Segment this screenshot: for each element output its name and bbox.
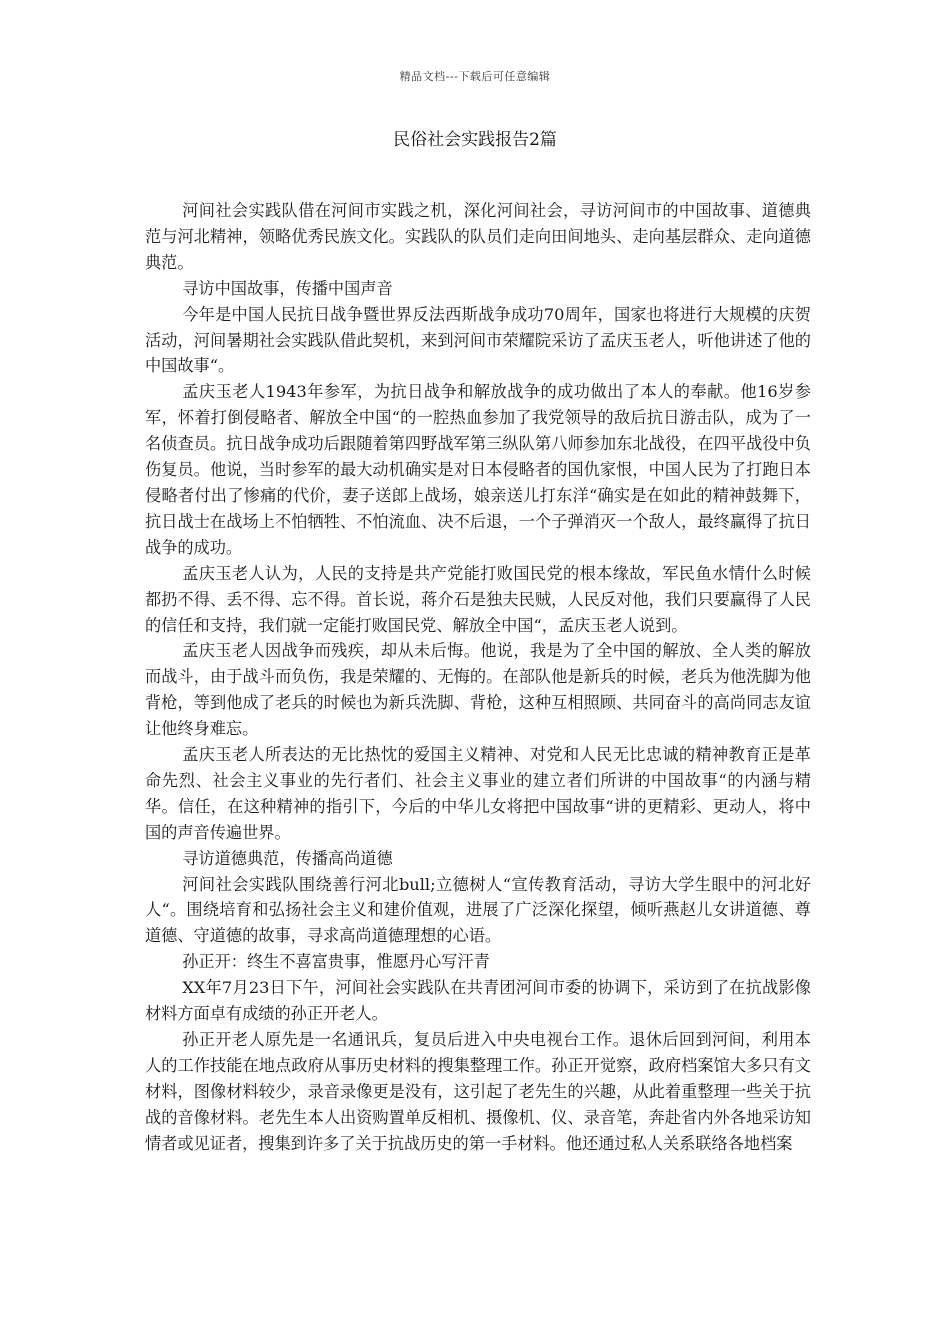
page-header: 精品文档---下载后可任意编辑 [399,70,551,83]
paragraph: 今年是中国人民抗日战争暨世界反法西斯战争成功70周年，国家也将进行大规模的庆贺活动，河间暑期社会实践队借此契机，来到河间市荣耀院采访了孟庆玉老人，听他讲述了他的中国故事“。 [145,304,811,376]
paragraph: 孟庆玉老人所表达的无比热忱的爱国主义精神、对党和人民无比忠诚的精神教育正是革命先烈、社会主义事业的先行者们、社会主义事业的建立者们所讲的中国故事“的内涵与精华。信任，在这种精神的指引下，今后的中华儿女将把中国故事“讲的更精彩、更动人，将中国的声音传遍世界。 [145,745,811,842]
section-heading-moral-models: 寻访道德典范，传播高尚道德 [182,848,393,868]
paragraph: 孙正开老人原先是一名通讯兵，复员后进入中央电视台工作。退休后回到河间，利用本人的工作技能在地点政府从事历史材料的搜集整理工作。孙正开觉察，政府档案馆大多只有文材料，图像材料较少，录音录像更是没有，这引起了老先生的兴趣，从此着重整理一些关于抗战的音像材料。老先生本人出资购置单反相机、摄像机、仪、录音笔，奔赴省内外各地采访知情者或见证者，搜集到许多了关于抗战历史的第一手材料。他还通过私人关系联络各地档案 [145,1030,811,1153]
section-heading-china-stories: 寻访中国故事，传播中国声音 [182,278,393,298]
paragraph: 孟庆玉老人1943年参军，为抗日战争和解放战争的成功做出了本人的奉献。他16岁参军，怀着打倒侵略者、解放全中国“的一腔热血参加了我党领导的敌后抗日游击队，成为了一名侦查员。抗日战争成功后跟随着第四野战军第三纵队第八师参加东北战役，在四平战役中负伤复员。他说，当时参军的最大动机确实是对日本侵略者的国仇家恨，中国人民为了打跑日本侵略者付出了惨痛的代价，妻子送郎上战场，娘亲送儿打东洋“确实是在如此的精神鼓舞下，抗日战士在战场上不怕牺牲、不怕流血、决不后退，一个子弹消灭一个敌人，最终赢得了抗日战争的成功。 [145,382,811,557]
document-title: 民俗社会实践报告2篇 [393,130,557,150]
paragraph: 河间社会实践队围绕善行河北bull;立德树人“宣传教育活动，寻访大学生眼中的河北好人“。围绕培育和弘扬社会主义和建价值观，进展了广泛深化探望，倾听燕赵儿女讲道德、尊道德、守道德的故事，寻求高尚道德理想的心语。 [145,874,811,946]
paragraph: XX年7月23日下午，河间社会实践队在共青团河间市委的协调下，采访到了在抗战影像材料方面卓有成绩的孙正开老人。 [145,978,811,1024]
paragraph: 孟庆玉老人因战争而残疾，却从未后悔。他说，我是为了全中国的解放、全人类的解放而战斗，由于战斗而负伤，我是荣耀的、无悔的。在部队他是新兵的时候，老兵为他洗脚为他背枪，等到他成了老兵的时候也为新兵洗脚、背枪，这种互相照顾、共同奋斗的高尚同志友谊让他终身难忘。 [145,641,811,739]
paragraph: 孟庆玉老人认为，人民的支持是共产党能打败国民党的根本缘故，军民鱼水情什么时候都扔不得、丢不得、忘不得。首长说，蒋介石是独夫民贼，人民反对他，我们只要赢得了人民的信任和支持，我们就一定能打败国民党、解放全中国“，孟庆玉老人说到。 [145,563,811,635]
section-heading-sun-zhengkai: 孙正开：终生不喜富贵事，惟愿丹心写汗青 [182,952,490,972]
paragraph-intro: 河间社会实践队借在河间市实践之机，深化河间社会，寻访河间市的中国故事、道德典范与河北精神，领略优秀民族文化。实践队的队员们走向田间地头、走向基层群众、走向道德典范。 [145,201,811,272]
document-body [145,198,811,1157]
